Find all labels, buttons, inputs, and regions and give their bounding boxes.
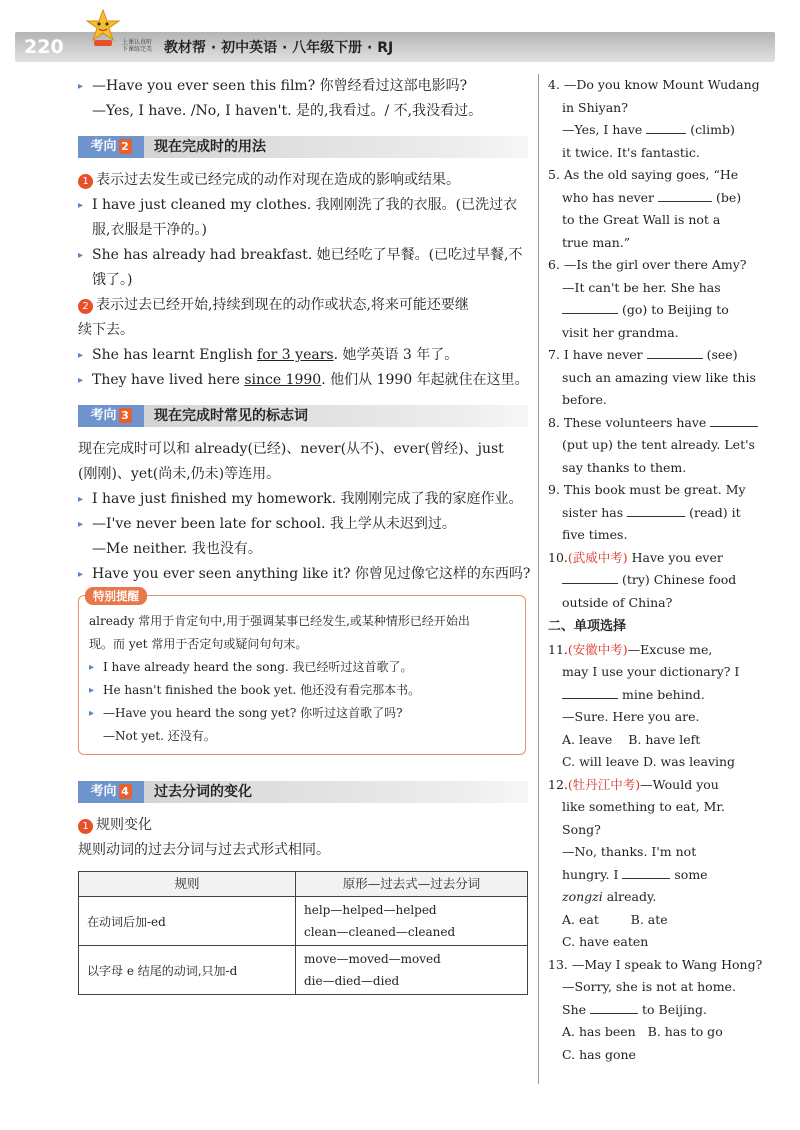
page-number: 220 <box>24 36 64 58</box>
page-header <box>0 0 800 66</box>
rule-cell: 在动词后加-ed <box>79 897 296 946</box>
question-11: 11.(安徽中考)—Excuse me, may I use your dictionary? I mine behind. —Sure. Here you are. A. leave B. have left C. will leave D. was leaving <box>548 641 740 769</box>
book-title: 教材帮 · 初中英语 · 八年级下册 · RJ <box>164 40 394 56</box>
option-b[interactable]: B. have left <box>628 731 701 747</box>
logo-text: 上课认真听 下课练完美 <box>122 39 153 53</box>
example-line: 服,衣服是干净的。) <box>92 222 207 238</box>
answer-blank[interactable] <box>646 133 686 134</box>
example-line: ▸ They have lived here since 1990. 他们从 1990 年起就住在这里。 <box>78 368 528 393</box>
note-line: already 常用于肯定句中,用于强调某事已经发生,或某种情形已经开始出 <box>89 614 470 628</box>
table-row <box>79 897 528 946</box>
answer-blank[interactable] <box>658 201 712 202</box>
question-12: 12.(牡丹江中考)—Would you like something to eat, Mr. Song? —No, thanks. I'm not hungry. I some zongzi already. A. eat B. ate C. have eaten <box>548 776 725 949</box>
note-tag: 特别提醒 <box>85 587 147 605</box>
answer-blank[interactable] <box>627 516 685 517</box>
option-a[interactable]: A. eat <box>562 911 599 927</box>
example-line: ▸ I have just finished my homework. 我刚刚完成了我的家庭作业。 <box>78 487 528 512</box>
example-cell: help—helped—helped clean—cleaned—cleaned <box>296 897 528 946</box>
example-line: —Yes, I have. /No, I haven't. 是的,我看过。/ 不,我没看过。 <box>92 103 483 119</box>
example-line: 饿了。) <box>92 272 133 288</box>
question-13: 13. —May I speak to Wang Hong? —Sorry, she is not at home. She to Beijing. A. has been B. has to go C. has gone <box>548 956 763 1062</box>
point-line: (刚刚)、yet(尚未,仍未)等连用。 <box>78 466 281 482</box>
answer-blank[interactable] <box>710 426 758 427</box>
answer-blank[interactable] <box>562 583 618 584</box>
option-c[interactable]: C. has gone <box>562 1046 636 1062</box>
question-8: 8. These volunteers have (put up) the tent already. Let's say thanks to them. <box>548 412 744 480</box>
option-c[interactable]: C. will leave <box>562 754 640 769</box>
column-divider <box>538 74 539 1084</box>
section-title: 过去分词的变化 <box>154 784 252 800</box>
option-d[interactable]: D. was leaving <box>643 754 736 769</box>
example-line: ▸ —I've never been late for school. 我上学从未迟到过。 <box>78 512 528 537</box>
example-line: ▸ She has already had breakfast. 她已经吃了早餐。(已吃过早餐,不 <box>78 243 528 268</box>
number-badge: 2 <box>78 299 93 314</box>
question-7: 7. I have never (see) such an amazing view like this before. <box>548 347 756 407</box>
note-example: ▸ He hasn't finished the book yet. 他还没有看完那本书。 <box>89 679 515 702</box>
point-line: 规则动词的过去分词与过去式形式相同。 <box>78 842 330 858</box>
answer-blank[interactable] <box>622 878 670 879</box>
rules-table <box>78 871 528 995</box>
question-5: 5. As the old saying goes, “He who has never (be) to the Great Wall is not a true man.” <box>548 167 742 250</box>
table-header: 规则 <box>79 872 296 897</box>
note-line: 现。而 yet 常用于否定句或疑问句句末。 <box>89 637 308 651</box>
section-header-2 <box>78 136 528 158</box>
section-header-3 <box>78 405 528 427</box>
special-note-box <box>78 589 526 755</box>
note-example: ▸ —Have you heard the song yet? 你听过这首歌了吗? <box>89 702 515 725</box>
answer-blank[interactable] <box>562 698 618 699</box>
option-a[interactable]: A. has been <box>562 1024 636 1039</box>
example-cell: move—moved—moved die—died—died <box>296 946 528 995</box>
question-9: 9. This book must be great. My sister has (read) it five times. <box>548 482 746 542</box>
point-line: 1 规则变化 <box>78 813 528 838</box>
star-mascot-icon <box>86 8 120 48</box>
table-row <box>79 946 528 995</box>
left-column <box>78 74 531 995</box>
table-header: 原形—过去式—过去分词 <box>296 872 528 897</box>
option-b[interactable]: B. ate <box>630 911 668 927</box>
point-line: 1 表示过去发生或已经完成的动作对现在造成的影响或结果。 <box>78 168 528 193</box>
note-example: —Not yet. 还没有。 <box>103 729 216 743</box>
option-b[interactable]: B. has to go <box>647 1024 723 1039</box>
example-line: —Me neither. 我也没有。 <box>92 541 262 557</box>
example-line: ▸ —Have you ever seen this film? 你曾经看过这部电影吗? <box>78 74 528 99</box>
question-10: 10.(武威中考) Have you ever (try) Chinese food outside of China? <box>548 549 737 610</box>
answer-blank[interactable] <box>647 358 703 359</box>
point-line: 2 表示过去已经开始,持续到现在的动作或状态,将来可能还要继 <box>78 293 528 318</box>
section-header-4 <box>78 781 528 803</box>
example-line: ▸ She has learnt English for 3 years. 她学英语 3 年了。 <box>78 343 528 368</box>
section-tag: 考向 4 <box>78 781 144 803</box>
answer-blank[interactable] <box>562 313 618 314</box>
example-line: ▸ I have just cleaned my clothes. 我刚刚洗了我的衣服。(已洗过衣 <box>78 193 528 218</box>
section-heading-single-choice: 二、单项选择 <box>548 619 627 634</box>
option-a[interactable]: A. leave <box>562 731 613 747</box>
point-line: 续下去。 <box>78 322 134 338</box>
note-example: ▸ I have already heard the song. 我已经听过这首歌了。 <box>89 656 515 679</box>
section-tag: 考向 2 <box>78 136 144 158</box>
option-c[interactable]: C. have eaten <box>562 934 649 949</box>
section-title: 现在完成时常见的标志词 <box>154 408 308 424</box>
question-4: 4. —Do you know Mount Wudang in Shiyan? —Yes, I have (climb) it twice. It's fantastic. <box>548 77 760 160</box>
section-tag: 考向 3 <box>78 405 144 427</box>
number-badge: 1 <box>78 174 93 189</box>
point-line: 现在完成时可以和 already(已经)、never(从不)、ever(曾经)、just <box>78 441 504 457</box>
question-6: 6. —Is the girl over there Amy? —It can't be her. She has (go) to Beijing to visit her grandma. <box>548 257 747 340</box>
section-title: 现在完成时的用法 <box>154 139 266 155</box>
example-line: ▸ Have you ever seen anything like it? 你曾见过像它这样的东西吗? <box>78 562 528 587</box>
right-column <box>548 74 763 1066</box>
number-badge: 1 <box>78 819 93 834</box>
rule-cell: 以字母 e 结尾的动词,只加-d <box>79 946 296 995</box>
answer-blank[interactable] <box>590 1013 638 1014</box>
